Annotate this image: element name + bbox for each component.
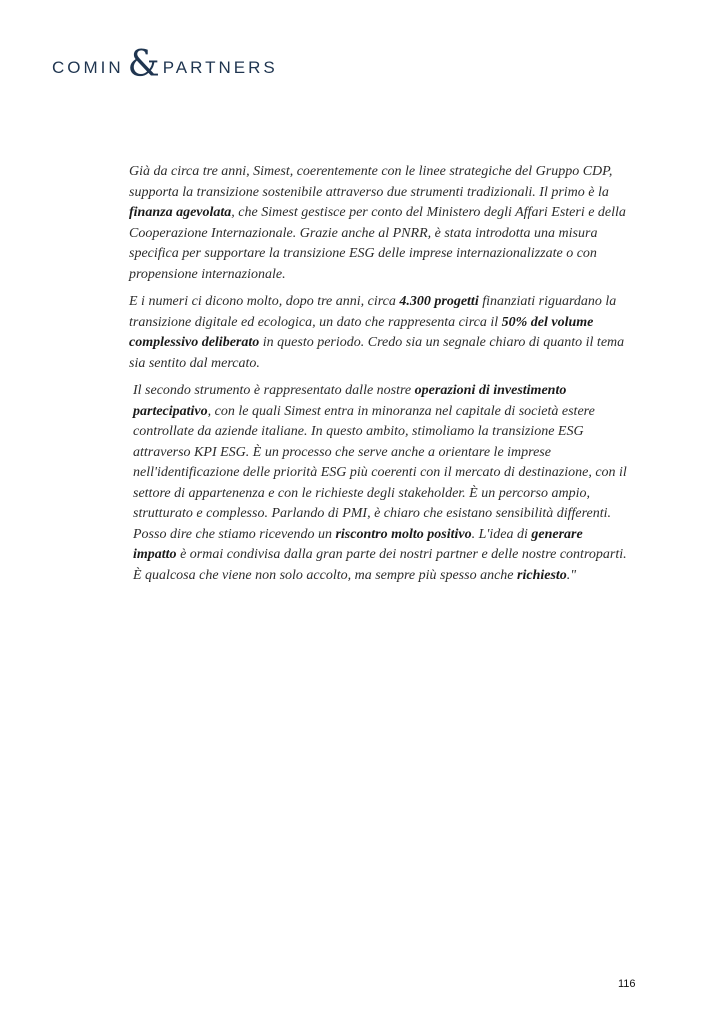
text-span: E i numeri ci dicono molto, dopo tre anni, circa: [129, 294, 400, 309]
logo-ampersand: &: [127, 44, 160, 85]
text-span: , con le quali Simest entra in minoranza nel capitale di società estere controllate da aziende italiane. In questo ambito, stimoliamo la transizione ESG attraverso KPI ESG. È un processo che serve anche a orientare le imprese nell'identificazione delle priorità ESG più coerenti con il mercato di destinazione, con il settore di appartenenza e con le richieste degli stakeholder. È un percorso ampio, strutturato e complesso. Parlando di PMI, è chiaro che esistano sensibilità differenti. Posso dire che stiamo ricevendo un: [133, 403, 627, 542]
text-span: è ormai condivisa dalla gran parte dei nostri partner e delle nostre controparti. È qualcosa che viene non solo accolto, ma sempre più spesso anche: [133, 547, 627, 583]
page-number: 116: [618, 978, 636, 990]
paragraph-2: [129, 292, 629, 374]
bold-text: 50% del volume complessivo deliberato: [129, 314, 594, 350]
text-span: .": [566, 567, 577, 583]
main-text: [129, 162, 629, 593]
text-span: . L'idea di: [471, 526, 532, 542]
bold-text: 4.300 progetti: [399, 294, 479, 309]
logo-text-comin: COMIN: [52, 58, 124, 77]
bold-text: finanza agevolata: [129, 205, 232, 220]
bold-text: richiesto: [517, 567, 567, 583]
comin-partners-logo: [52, 44, 278, 86]
logo-text-partners: PARTNERS: [162, 58, 278, 77]
text-span: Il secondo strumento è rappresentato dalle nostre: [133, 383, 415, 398]
bold-text: operazioni di investimento partecipativo: [133, 383, 567, 419]
paragraph-3: [133, 381, 629, 586]
paragraph-1: [129, 162, 629, 285]
text-span: finanziati riguardano la transizione digitale ed ecologica, un dato che rappresenta circa il: [129, 294, 617, 330]
text-span: Già da circa tre anni, Simest, coerentemente con le linee strategiche del Gruppo CDP, supporta la transizione sostenibile attraverso due strumenti tradizionali. Il primo è la: [129, 164, 613, 200]
bold-text: generare impatto: [133, 526, 583, 562]
text-span: in questo periodo. Credo sia un segnale chiaro di quanto il tema sia sentito dal mercato.: [129, 335, 625, 371]
bold-text: riscontro molto positivo: [335, 526, 472, 542]
text-span: , che Simest gestisce per conto del Ministero degli Affari Esteri e della Cooperazione Internazionale. Grazie anche al PNRR, è stata introdotta una misura specifica per supportare la transizione ESG delle imprese internazionalizzate o con propensione internazionale.: [129, 205, 626, 282]
